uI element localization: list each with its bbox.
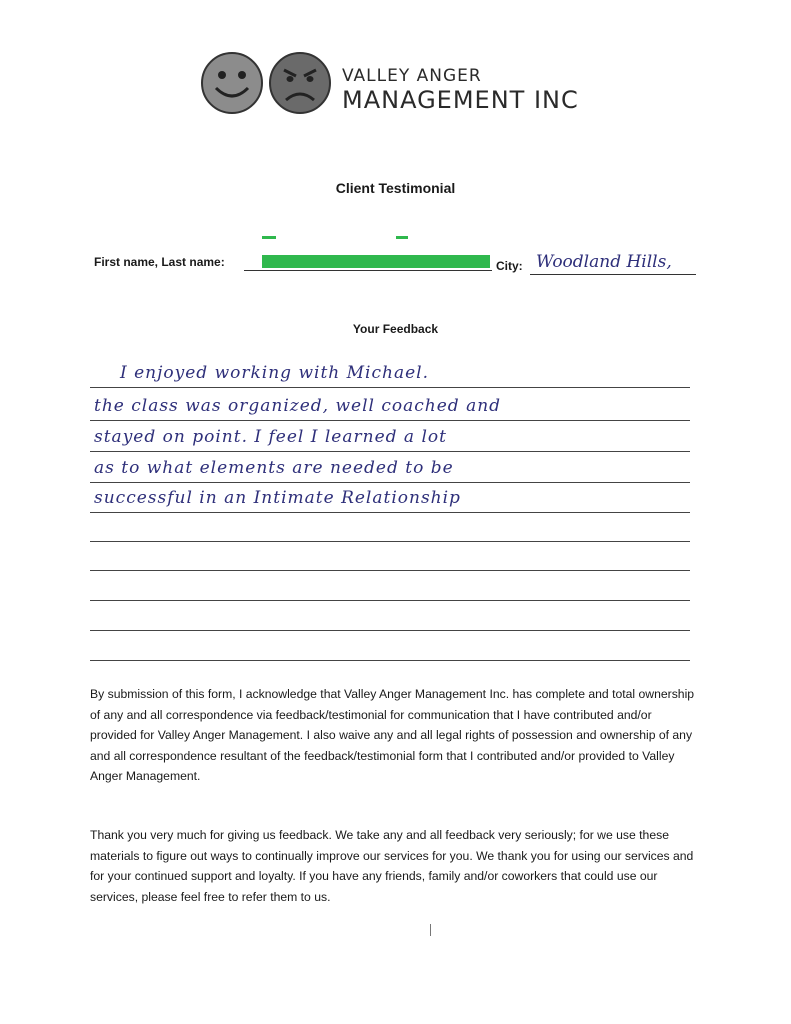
- city-label: City:: [496, 259, 523, 273]
- feedback-line-3: stayed on point. I feel I learned a lot: [94, 427, 447, 447]
- smiling-face-icon: [202, 53, 262, 113]
- name-underline: [244, 270, 492, 271]
- rule-line-1: [90, 387, 690, 388]
- logo-faces: [200, 48, 340, 120]
- feedback-line-2: the class was organized, well coached and: [94, 396, 502, 416]
- city-underline: [530, 274, 696, 275]
- rule-line-2: [90, 420, 690, 421]
- feedback-title: Your Feedback: [352, 322, 439, 336]
- name-redaction: [262, 255, 490, 268]
- rule-line-5: [90, 512, 690, 513]
- feedback-line-4: as to what elements are needed to be: [94, 458, 454, 478]
- company-logo: [200, 48, 620, 120]
- scan-mark: [430, 924, 431, 936]
- name-redaction-mark-2: [396, 236, 408, 239]
- feedback-line-5: successful in an Intimate Relationship: [94, 488, 461, 508]
- logo-line-2: MANAGEMENT INC: [342, 86, 579, 114]
- rule-line-9: [90, 630, 690, 631]
- rule-line-4: [90, 482, 690, 483]
- rule-line-6: [90, 541, 690, 542]
- name-label: First name, Last name:: [94, 255, 225, 269]
- feedback-line-1: I enjoyed working with Michael.: [120, 363, 429, 383]
- rule-line-7: [90, 570, 690, 571]
- form-title: Client Testimonial: [335, 180, 456, 196]
- logo-line-1: VALLEY ANGER: [342, 66, 482, 86]
- disclaimer-paragraph: By submission of this form, I acknowledge that Valley Anger Management Inc. has complete and total ownership of any and all correspondence via feedback/testimonial for communication that I have contributed and/or provided for Valley Anger Management. I also waive any and all legal rights of possession and ownership of any and all correspondence resultant of the feedback/testimonial form that I contributed and/or provided to Valley Anger Management.: [90, 687, 695, 783]
- angry-face-icon: [270, 53, 330, 113]
- city-value: Woodland Hills,: [536, 252, 672, 272]
- rule-line-3: [90, 451, 690, 452]
- rule-line-10: [90, 660, 690, 661]
- thanks-paragraph: Thank you very much for giving us feedback. We take any and all feedback very seriously; for we use these materials to figure out ways to continually improve our services for you. We thank you for using our services and for your continued support and loyalty. If you have any friends, family and/or coworkers that could use our services, please feel free to refer them to us.: [90, 828, 694, 904]
- name-redaction-mark-1: [262, 236, 276, 239]
- rule-line-8: [90, 600, 690, 601]
